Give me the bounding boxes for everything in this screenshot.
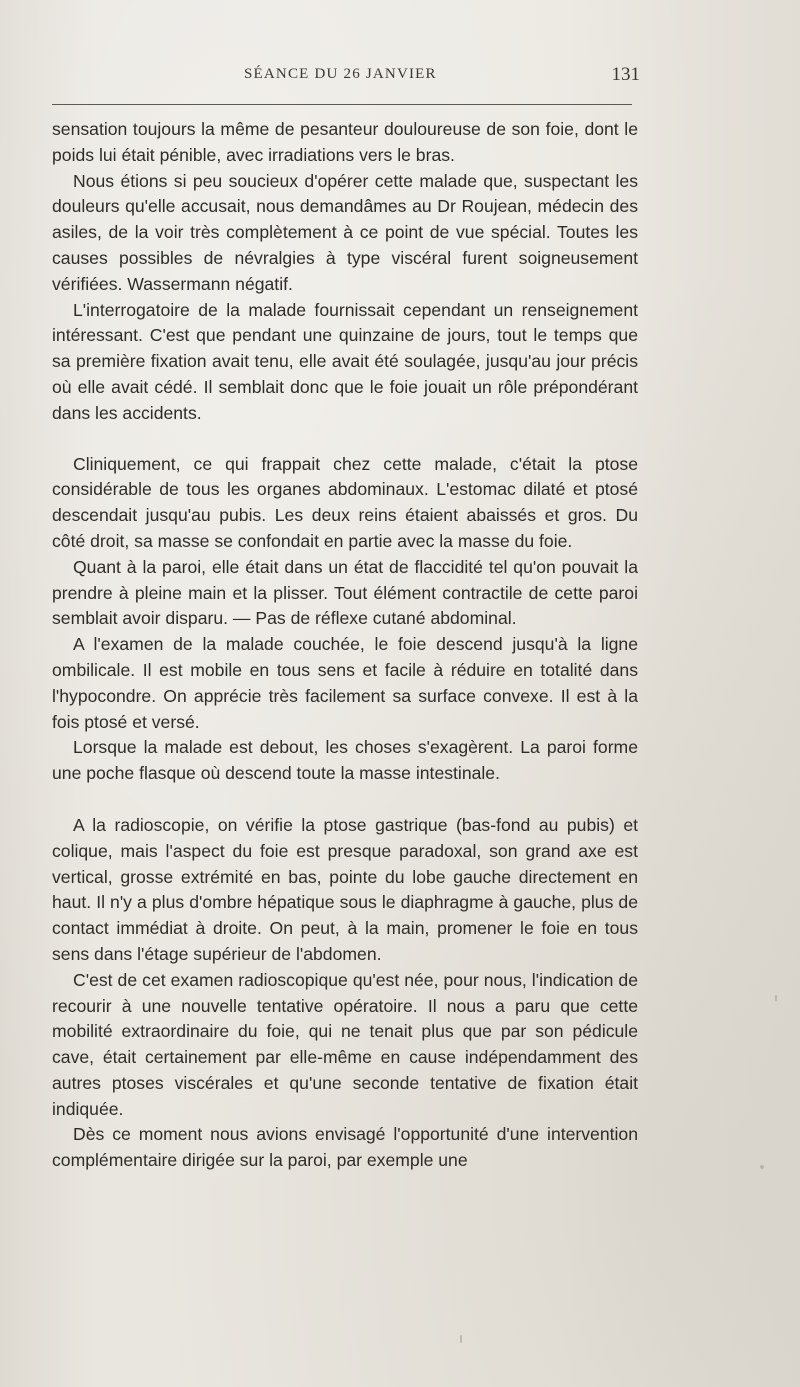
paper-speck [460, 1335, 462, 1343]
paragraph: L'interrogatoire de la malade fournissait cependant un renseignement intéressant. C'est que pendant une quinzaine de jours, tout le temps que sa première fixation avait tenu, elle avait été soulagée, jusqu'au jour précis où elle avait cédé. Il semblait donc que le foie jouait un rôle prépondérant dans les accidents. [52, 299, 638, 423]
page-header [52, 64, 640, 88]
running-title: SÉANCE DU 26 JANVIER [244, 66, 437, 82]
paper-speck [760, 1165, 764, 1169]
paragraph: A la radioscopie, on vérifie la ptose gastrique (bas-fond au pubis) et colique, mais l'aspect du foie est presque paradoxal, son grand axe est vertical, grosse extrémité en bas, pointe du lobe gauche directement en haut. Il n'y a plus d'ombre hépatique sous le diaphragme à gauche, plus de contact immédiat à droite. On peut, à la main, promener le foie en tous sens dans l'étage supérieur de l'abdomen. [52, 814, 638, 964]
body-text [52, 117, 638, 1174]
paragraph: C'est de cet examen radioscopique qu'est née, pour nous, l'indication de recourir à une nouvelle tentative opératoire. Il nous a paru que cette mobilité extraordinaire du foie, qui ne tenait plus que par son pédicule cave, était certainement par elle-même en cause indépendamment des autres ptoses viscérales et qu'une seconde tentative de fixation était indiquée. [52, 969, 638, 1119]
paragraph: A l'examen de la malade couchée, le foie descend jusqu'à la ligne ombilicale. Il est mobile en tous sens et facile à réduire en totalité dans l'hypocondre. On apprécie très facilement sa surface convexe. Il est à la fois ptosé et versé. [52, 634, 638, 732]
page-number: 131 [611, 64, 640, 85]
paragraph: Nous étions si peu soucieux d'opérer cette malade que, suspectant les douleurs qu'elle accusait, nous demandâmes au Dr Roujean, médecin des asiles, de la voir très complètement à ce point de vue spécial. Toutes les causes possibles de névralgies à type viscéral furent soigneusement vérifiées. Wassermann négatif. [52, 170, 638, 294]
paragraph: Lorsque la malade est debout, les choses s'exagèrent. La paroi forme une poche flasque où descend toute la masse intestinale. [52, 737, 638, 784]
paragraph: Dès ce moment nous avions envisagé l'opportunité d'une intervention complémentaire dirigée sur la paroi, par exemple une [52, 1124, 638, 1171]
paragraph-continuation: sensation toujours la même de pesanteur douloureuse de son foie, dont le poids lui était pénible, avec irradiations vers le bras. [52, 119, 638, 165]
section-gap [52, 427, 638, 452]
section-gap [52, 787, 638, 813]
paper-speck [775, 995, 777, 1001]
paragraph: Cliniquement, ce qui frappait chez cette malade, c'était la ptose considérable de tous les organes abdominaux. L'estomac dilaté et ptosé descendait jusqu'au pubis. Les deux reins étaient abaissés et gros. Du côté droit, sa masse se confondait en partie avec la masse du foie. [52, 453, 638, 551]
header-rule [52, 104, 632, 105]
paragraph: Quant à la paroi, elle était dans un état de flaccidité tel qu'on pouvait la prendre à pleine main et la plisser. Tout élément contractile de cette paroi semblait avoir disparu. — Pas de réflexe cutané abdominal. [52, 556, 638, 629]
